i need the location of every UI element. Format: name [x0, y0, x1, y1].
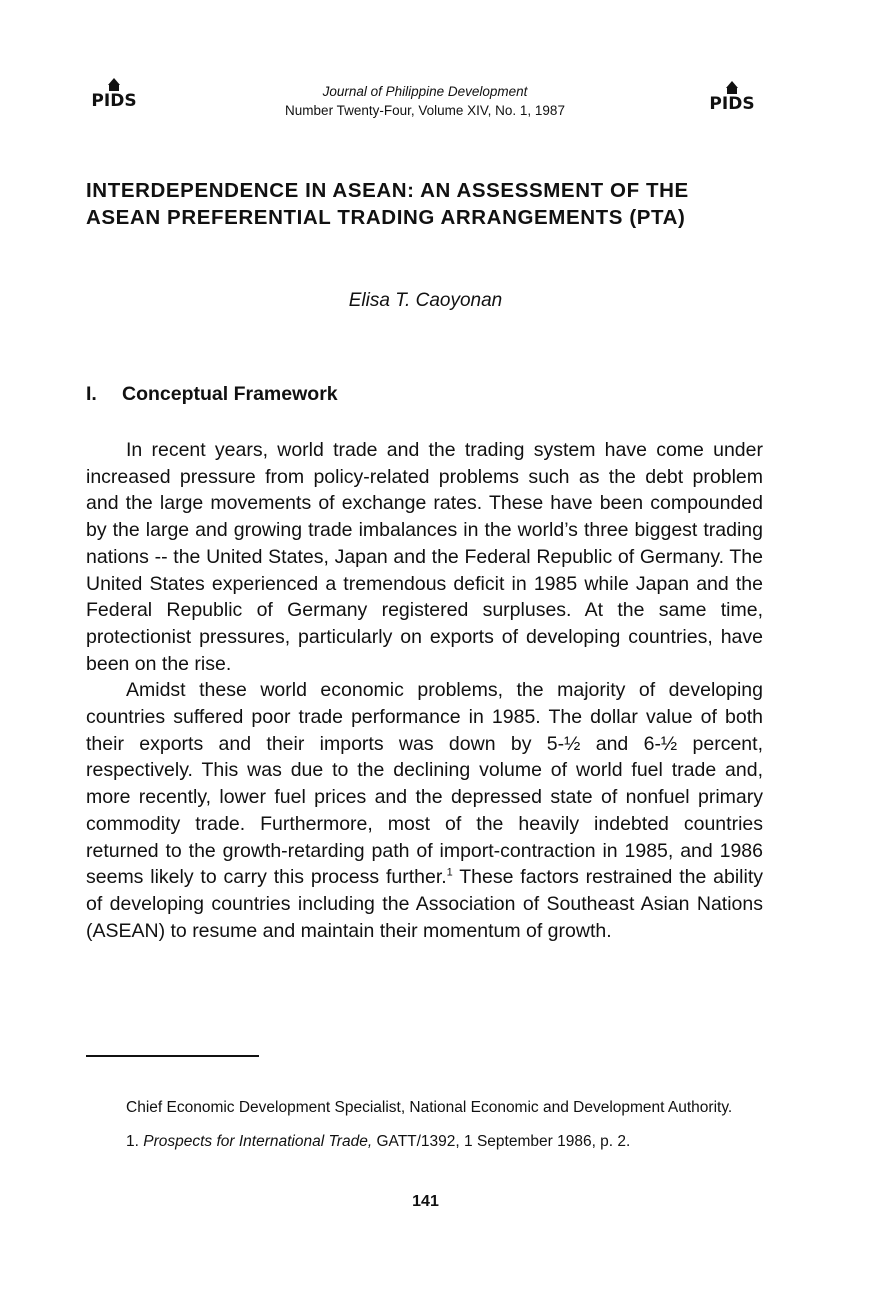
- article-title: [86, 177, 766, 231]
- footnote-citation: GATT/1392, 1 September 1986, p. 2.: [372, 1133, 631, 1150]
- footnotes: [86, 1096, 763, 1154]
- pids-logo-right: [702, 79, 762, 113]
- paragraph: In recent years, world trade and the trading system have come under increased pressure from policy-related problems such as the debt problem and the large movements of exchange rates. These have been compounded by the large and growing trade imbalances in the world’s three biggest trading nations -- the United States, Japan and the Federal Republic of Germany. The United States experienced a tremendous deficit in 1985 while Japan and the Federal Republic of Germany registered surpluses. At the same time, protectionist pressures, particularly on exports of developing countries, have been on the rise.: [86, 439, 763, 675]
- article-title-line-1: INTERDEPENDENCE IN ASEAN: AN ASSESSMENT OF THE: [86, 179, 689, 202]
- section-number: I.: [86, 383, 97, 405]
- author-name: Elisa T. Caoyonan: [348, 290, 503, 311]
- paragraph-text: Amidst these world economic problems, the majority of developing countries suffered poor trade performance in 1985. The dollar value of both their exports and their imports was down by 5-½ and 6-½ percent, respectively. This was due to the declining volume of world fuel trade and, more recently, lower fuel prices and the depressed state of nonfuel primary commodity trade. Furthermore, most of the heavily indebted countries returned to the growth-retarding path of import-contraction in 1985, and 1986 seems likely to carry this process further.: [86, 679, 763, 889]
- footnote-1: [86, 1130, 763, 1154]
- paragraph-text: These factors restrained the ability of developing countries including the Association of Southeast Asian Nations (ASEAN) to resume and maintain their momentum of growth.: [86, 866, 763, 942]
- author-footnote: Chief Economic Development Specialist, National Economic and Development Authority.: [126, 1099, 733, 1116]
- pids-logo-icon: [84, 76, 144, 110]
- page-number: 141: [412, 1193, 439, 1210]
- paragraph: [86, 677, 763, 944]
- article-title-line-2: ASEAN PREFERENTIAL TRADING ARRANGEMENTS (PTA): [86, 206, 686, 229]
- footnote-reference: 1: [446, 866, 453, 879]
- footnote-source-title: Prospects for International Trade,: [143, 1133, 373, 1150]
- running-header: [200, 82, 650, 120]
- footnote-number: 1.: [126, 1133, 139, 1150]
- pids-logo-icon: [702, 79, 762, 113]
- journal-issue: Number Twenty-Four, Volume XIV, No. 1, 1987: [285, 103, 565, 118]
- journal-name: Journal of Philippine Development: [322, 84, 528, 99]
- body-text: [86, 437, 763, 944]
- footnote-divider: [86, 1055, 259, 1057]
- pids-logo-left: [84, 76, 144, 110]
- logo-lettering: PIDS: [709, 94, 755, 113]
- section-heading: [86, 383, 338, 406]
- logo-lettering: PIDS: [91, 91, 137, 110]
- section-title: Conceptual Framework: [122, 383, 338, 405]
